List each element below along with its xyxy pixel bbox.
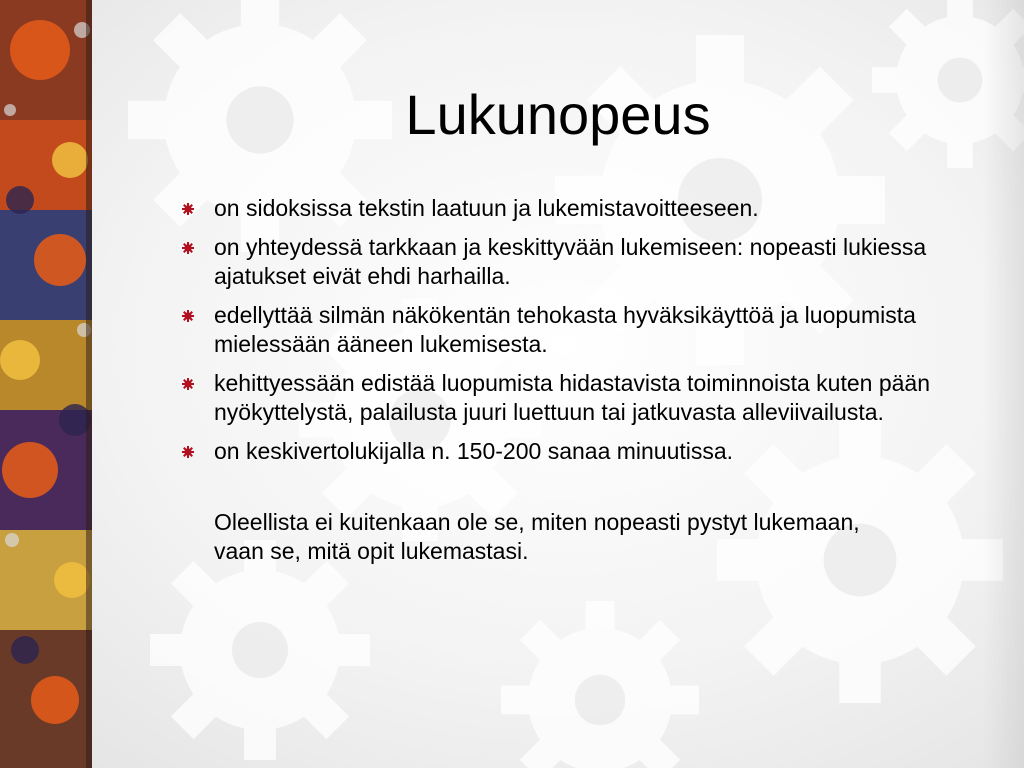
slide-title: Lukunopeus — [405, 83, 711, 146]
gear-bullet-icon — [182, 242, 194, 254]
bullet-text: on yhteydessä tarkkaan ja keskittyvään lukemiseen: nopeasti lukiessa ajatukset eivät ehdi harhailla. — [214, 234, 927, 289]
bullet-text: on sidoksissa tekstin laatuun ja lukemistavoitteeseen. — [214, 195, 759, 221]
gear-bullet-icon — [182, 310, 194, 322]
bullet-text: kehittyessään edistää luopumista hidastavista toiminnoista kuten pään nyökyttelystä, palailusta juuri luettuun tai jatkuvasta alleviivailusta. — [214, 370, 930, 425]
bullet-text: on keskivertolukijalla n. 150-200 sanaa minuutissa. — [214, 438, 734, 464]
closing-note: Oleellista ei kuitenkaan ole se, miten nopeasti pystyt lukemaan, vaan se, mitä opit lukemastasi. — [214, 509, 860, 564]
bullet-item — [180, 437, 980, 466]
bullet-list — [180, 194, 980, 466]
bullet-item — [180, 194, 980, 223]
gear-bullet-icon — [182, 203, 194, 215]
gear-bullet-icon — [182, 378, 194, 390]
bullet-text: edellyttää silmän näkökentän tehokasta hyväksikäyttöä ja luopumista mielessään ääneen lukemisesta. — [214, 302, 916, 357]
bullet-item — [180, 233, 980, 291]
bullet-item — [180, 369, 980, 427]
decorative-gear-strip — [0, 0, 92, 768]
bullet-item — [180, 301, 980, 359]
slide-content — [180, 194, 980, 566]
gear-bullet-icon — [182, 446, 194, 458]
